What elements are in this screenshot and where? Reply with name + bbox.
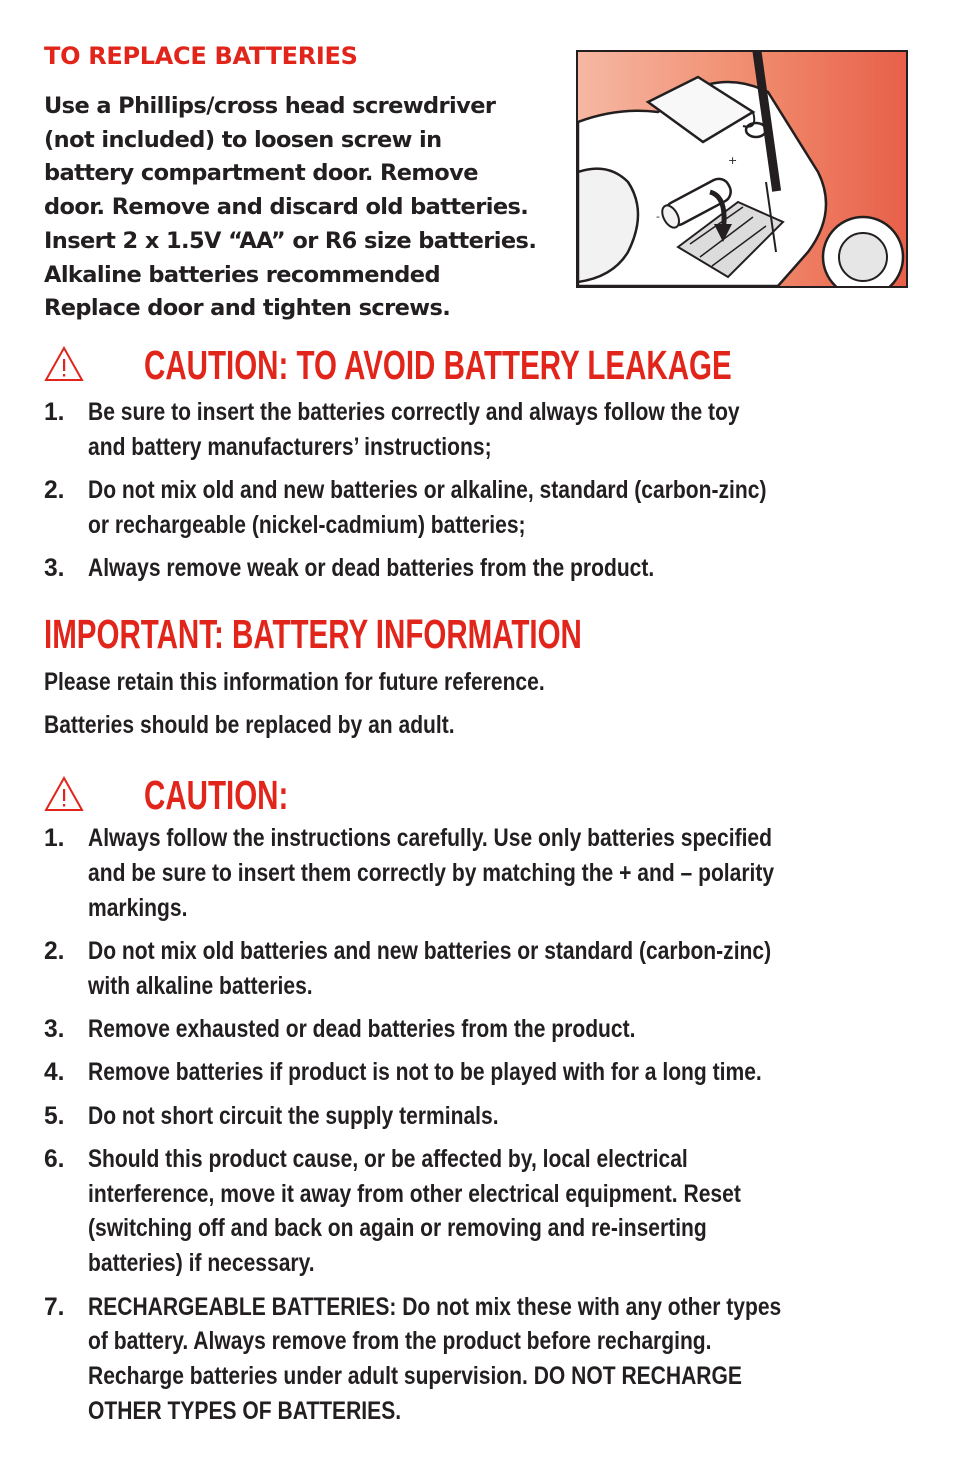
list-item-line: and battery manufacturers’ instructions; bbox=[88, 433, 492, 461]
leakage-caution-heading: CAUTION: TO AVOID BATTERY LEAKAGE bbox=[144, 342, 732, 388]
list-item bbox=[44, 474, 910, 544]
list-item-line: Remove batteries if product is not to be played with for a long time. bbox=[88, 1059, 762, 1087]
replace-line: battery compartment door. Remove bbox=[44, 160, 478, 187]
toy-knob-inner bbox=[839, 233, 887, 281]
list-item-line: Recharge batteries under adult supervision. DO NOT RECHARGE bbox=[88, 1363, 742, 1391]
list-item-number: 4. bbox=[44, 1059, 65, 1087]
list-item-number: 7. bbox=[44, 1293, 65, 1321]
replace-batteries-title: TO REPLACE BATTERIES bbox=[44, 42, 358, 70]
list-item-line: Should this product cause, or be affected by, local electrical bbox=[88, 1145, 688, 1173]
list-item-line: and be sure to insert them correctly by matching the + and – polarity bbox=[88, 859, 775, 887]
list-item-number: 1. bbox=[44, 399, 65, 426]
list-item-line: markings. bbox=[88, 894, 188, 922]
list-item bbox=[44, 396, 910, 466]
important-heading: IMPORTANT: BATTERY INFORMATION bbox=[44, 611, 582, 657]
list-item-line: Do not short circuit the supply terminals. bbox=[88, 1102, 499, 1130]
list-item-line: or rechargeable (nickel-cadmium) batteries; bbox=[88, 511, 526, 539]
replace-line: Insert 2 x 1.5V “AA” or R6 size batteries. bbox=[44, 227, 537, 254]
battery-compartment-illustration bbox=[576, 50, 908, 288]
minus-mark: - bbox=[656, 210, 660, 223]
list-item-number: 2. bbox=[44, 937, 65, 965]
replace-line: (not included) to loosen screw in bbox=[44, 126, 442, 153]
list-item bbox=[44, 1056, 910, 1091]
list-item bbox=[44, 1143, 910, 1282]
list-item-line: batteries) if necessary. bbox=[88, 1250, 315, 1278]
warning-triangle-icon bbox=[44, 776, 84, 812]
list-item-line: Always follow the instructions carefully. Use only batteries specified bbox=[88, 825, 772, 852]
leakage-caution-list bbox=[44, 396, 910, 595]
replace-line: Replace door and tighten screws. bbox=[44, 295, 451, 322]
list-item bbox=[44, 1100, 910, 1135]
replace-line: Use a Phillips/cross head screwdriver bbox=[44, 93, 496, 119]
list-item-line: Remove exhausted or dead batteries from the product. bbox=[88, 1015, 636, 1043]
list-item-line: Be sure to insert the batteries correctly and always follow the toy bbox=[88, 399, 740, 426]
list-item-number: 1. bbox=[44, 825, 65, 852]
list-item-line: with alkaline batteries. bbox=[88, 972, 313, 1000]
plus-mark: + bbox=[728, 154, 738, 167]
list-item bbox=[44, 822, 910, 926]
caution-list bbox=[44, 822, 910, 1438]
list-item-line: interference, move it away from other electrical equipment. Reset bbox=[88, 1180, 741, 1208]
replace-line: door. Remove and discard old batteries. bbox=[44, 194, 529, 221]
list-item-line: Do not mix old and new batteries or alkaline, standard (carbon-zinc) bbox=[88, 477, 767, 505]
list-item-number: 3. bbox=[44, 555, 65, 583]
retain-info-text: Please retain this information for future reference. bbox=[44, 669, 545, 696]
list-item-number: 5. bbox=[44, 1102, 65, 1130]
caution-heading: CAUTION: bbox=[144, 772, 289, 818]
list-item-line: Do not mix old batteries and new batteries or standard (carbon-zinc) bbox=[88, 937, 772, 965]
warning-triangle-icon bbox=[44, 346, 84, 382]
list-item-line: RECHARGEABLE BATTERIES: Do not mix these with any other types bbox=[88, 1293, 782, 1321]
list-item-line: OTHER TYPES OF BATTERIES. bbox=[88, 1397, 402, 1425]
list-item-line: (switching off and back on again or removing and re-inserting bbox=[88, 1215, 707, 1243]
list-item bbox=[44, 552, 910, 587]
list-item-line: of battery. Always remove from the product before recharging. bbox=[88, 1328, 712, 1356]
list-item-number: 6. bbox=[44, 1145, 65, 1173]
list-item bbox=[44, 935, 910, 1005]
replace-line: Alkaline batteries recommended bbox=[44, 261, 440, 288]
list-item-number: 2. bbox=[44, 477, 65, 505]
list-item-line: Always remove weak or dead batteries from the product. bbox=[88, 555, 655, 583]
battery-illustration-svg bbox=[578, 52, 906, 286]
list-item bbox=[44, 1291, 910, 1430]
adult-replace-text: Batteries should be replaced by an adult. bbox=[44, 712, 455, 739]
replace-batteries-text bbox=[44, 90, 564, 326]
list-item-number: 3. bbox=[44, 1015, 65, 1043]
list-item bbox=[44, 1013, 910, 1048]
